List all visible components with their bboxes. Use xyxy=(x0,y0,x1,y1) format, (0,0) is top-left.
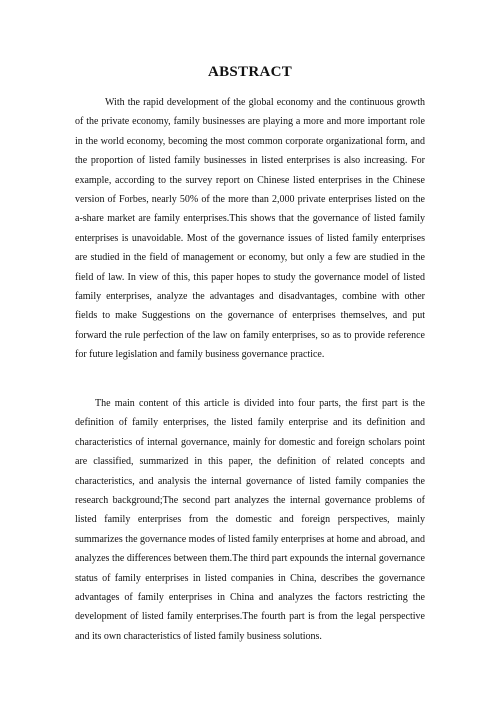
page-title: ABSTRACT xyxy=(207,64,293,80)
abstract-paragraph-2: The main content of this article is divided into four parts, the first part is the definition of family enterprises, the listed family enterprise and its definition and characteristics of internal governance, mainly for domestic and foreign scholars point are classified, summarized in this paper, the definition of related concepts and characteristics, and analysis the internal governance of listed family companies the research background;The second part analyzes the internal governance problems of listed family enterprises from the domestic and foreign perspectives, mainly summarizes the governance modes of listed family enterprises at home and abroad, and analyzes the differences between them.The third part expounds the internal governance status of family enterprises in listed companies in China, describes the governance advantages of family enterprises in China and analyzes the factors restricting the development of listed family enterprises.The fourth part is from the legal perspective and its own characteristics of listed family business solutions. xyxy=(75,398,425,642)
abstract-paragraph-1: With the rapid development of the global economy and the continuous growth of the private economy, family businesses are playing a more and more important role in the world economy, becoming the most common corporate organizational form, and the proportion of listed family businesses in listed enterprises is also increasing. For example, according to the survey report on Chinese listed enterprises in the Chinese version of Forbes, nearly 50% of the more than 2,000 private enterprises listed on the a-share market are family enterprises.This shows that the governance of listed family enterprises is unavoidable. Most of the governance issues of listed family enterprises are studied in the field of management or economy, but only a few are studied in the field of law. In view of this, this paper hopes to study the governance model of listed family enterprises, analyze the advantages and disadvantages, combine with other fields to make Suggestions on the governance of enterprises themselves, and put forward the rule perfection of the law on family enterprises, so as to provide reference for future legislation and family business governance practice. xyxy=(75,97,425,361)
